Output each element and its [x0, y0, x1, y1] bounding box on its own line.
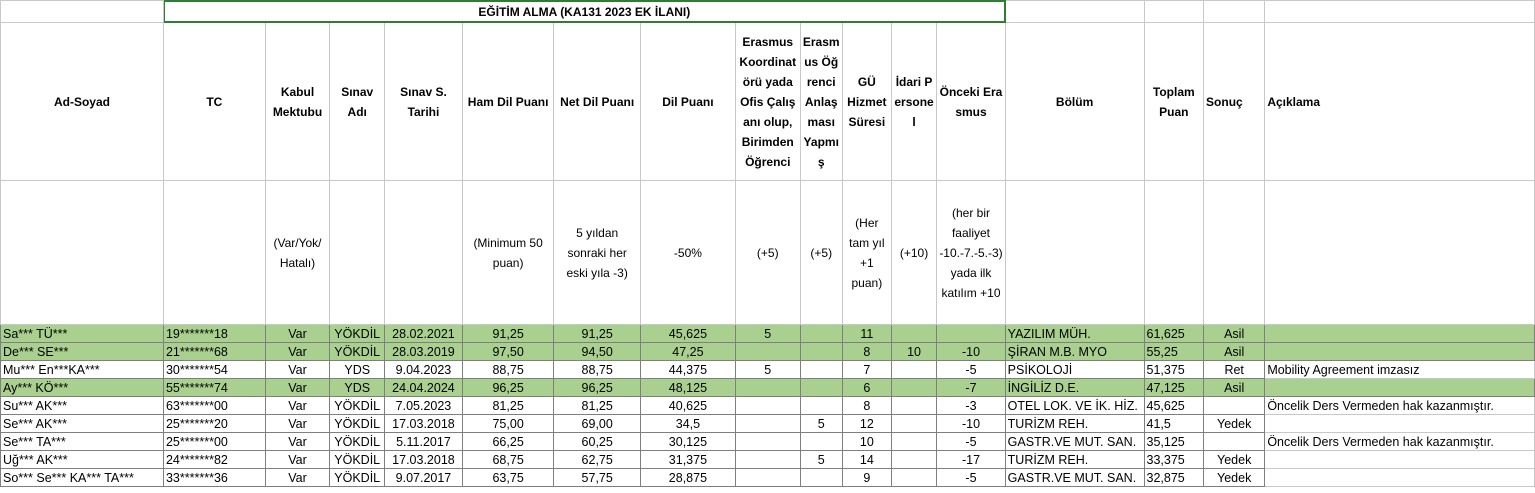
cell-tarih[interactable]: 28.03.2019 [385, 343, 463, 361]
cell-idari[interactable] [891, 433, 937, 451]
cell-anlasma[interactable] [800, 343, 842, 361]
cell-dil[interactable]: 28,875 [640, 469, 735, 487]
header-sinav-tarihi[interactable]: Sınav S. Tarihi [385, 23, 463, 181]
cell-ham[interactable]: 96,25 [462, 379, 554, 397]
cell-aciklama[interactable] [1265, 451, 1535, 469]
cell-aciklama[interactable] [1265, 379, 1535, 397]
cell-kabul[interactable]: Var [265, 343, 330, 361]
cell-name[interactable]: So*** Se*** KA*** TA*** [1, 469, 164, 487]
cell-bolum[interactable]: TURİZM REH. [1005, 415, 1144, 433]
cell-net[interactable]: 88,75 [554, 361, 640, 379]
cell-anlasma[interactable]: 5 [800, 415, 842, 433]
cell-sonuc[interactable]: Yedek [1204, 469, 1265, 487]
cell-tarih[interactable]: 7.05.2023 [385, 397, 463, 415]
table-row[interactable] [1, 379, 1535, 397]
header-toplam[interactable]: Toplam Puan [1144, 23, 1204, 181]
cell-idari[interactable] [891, 451, 937, 469]
cell-bolum[interactable]: YAZILIM MÜH. [1005, 325, 1144, 343]
cell-bolum[interactable]: İNGİLİZ D.E. [1005, 379, 1144, 397]
header-anlasma[interactable]: Erasmus Öğrenci Anlaşması Yapmış [800, 23, 842, 181]
cell-toplam[interactable]: 45,625 [1144, 397, 1204, 415]
cell-anlasma[interactable] [800, 433, 842, 451]
cell-idari[interactable]: 10 [891, 343, 937, 361]
cell-toplam[interactable]: 33,375 [1144, 451, 1204, 469]
cell-ham[interactable]: 63,75 [462, 469, 554, 487]
cell-aciklama[interactable]: Mobility Agreement imzasız [1265, 361, 1535, 379]
cell-aciklama[interactable]: Öncelik Ders Vermeden hak kazanmıştır. [1265, 433, 1535, 451]
cell-ham[interactable]: 68,75 [462, 451, 554, 469]
cell-ham[interactable]: 66,25 [462, 433, 554, 451]
cell-name[interactable]: De*** SE*** [1, 343, 164, 361]
cell-idari[interactable] [891, 397, 937, 415]
cell-tc[interactable]: 25*******00 [163, 433, 265, 451]
cell-net[interactable]: 94,50 [554, 343, 640, 361]
table-row[interactable] [1, 433, 1535, 451]
cell-anlasma[interactable] [800, 397, 842, 415]
cell-hizmet[interactable]: 11 [842, 325, 891, 343]
cell-ham[interactable]: 81,25 [462, 397, 554, 415]
cell-ham[interactable]: 97,50 [462, 343, 554, 361]
cell-hizmet[interactable]: 9 [842, 469, 891, 487]
cell-dil[interactable]: 40,625 [640, 397, 735, 415]
header-tc[interactable]: TC [163, 23, 265, 181]
cell-aciklama[interactable]: Öncelik Ders Vermeden hak kazanmıştır. [1265, 397, 1535, 415]
cell-kabul[interactable]: Var [265, 379, 330, 397]
cell-toplam[interactable]: 55,25 [1144, 343, 1204, 361]
header-gu-hizmet[interactable]: GÜ Hizmet Süresi [842, 23, 891, 181]
cell-name[interactable]: Sa*** TÜ*** [1, 325, 164, 343]
cell-tc[interactable]: 24*******82 [163, 451, 265, 469]
table-row[interactable] [1, 325, 1535, 343]
cell-aciklama[interactable] [1265, 343, 1535, 361]
cell-aciklama[interactable] [1265, 469, 1535, 487]
cell-tarih[interactable]: 24.04.2024 [385, 379, 463, 397]
cell-dil[interactable]: 34,5 [640, 415, 735, 433]
cell-name[interactable]: Se*** AK*** [1, 415, 164, 433]
cell-onceki[interactable]: -5 [937, 469, 1005, 487]
cell-tc[interactable]: 19*******18 [163, 325, 265, 343]
header-kabul[interactable]: Kabul Mektubu [265, 23, 330, 181]
cell-aciklama[interactable] [1265, 415, 1535, 433]
cell-toplam[interactable]: 51,375 [1144, 361, 1204, 379]
cell-sinav[interactable]: YÖKDİL [330, 415, 385, 433]
cell-sinav[interactable]: YDS [330, 379, 385, 397]
cell-net[interactable]: 57,75 [554, 469, 640, 487]
cell-sinav[interactable]: YÖKDİL [330, 433, 385, 451]
cell-koordinator[interactable] [735, 433, 800, 451]
cell-sinav[interactable]: YÖKDİL [330, 397, 385, 415]
cell-kabul[interactable]: Var [265, 361, 330, 379]
cell-net[interactable]: 96,25 [554, 379, 640, 397]
cell-anlasma[interactable] [800, 325, 842, 343]
sub-gu-hizmet[interactable]: (Her tam yıl +1 puan) [842, 181, 891, 325]
cell-toplam[interactable]: 47,125 [1144, 379, 1204, 397]
data-rows [1, 325, 1535, 487]
cell-toplam[interactable]: 35,125 [1144, 433, 1204, 451]
cell-kabul[interactable]: Var [265, 451, 330, 469]
cell-kabul[interactable]: Var [265, 433, 330, 451]
cell-sinav[interactable]: YÖKDİL [330, 325, 385, 343]
header-ad-soyad[interactable]: Ad-Soyad [1, 23, 164, 181]
cell-dil[interactable]: 31,375 [640, 451, 735, 469]
sub-net-dil[interactable]: 5 yıldan sonraki her eski yıla -3) [554, 181, 640, 325]
cell-hizmet[interactable]: 12 [842, 415, 891, 433]
cell-hizmet[interactable]: 10 [842, 433, 891, 451]
cell-onceki[interactable]: -17 [937, 451, 1005, 469]
cell-hizmet[interactable]: 7 [842, 361, 891, 379]
table-row[interactable] [1, 469, 1535, 487]
cell-anlasma[interactable] [800, 469, 842, 487]
sheet-title[interactable]: EĞİTİM ALMA (KA131 2023 EK İLANI) [163, 1, 1005, 23]
cell-name[interactable]: Ay*** KÖ*** [1, 379, 164, 397]
cell-idari[interactable] [891, 379, 937, 397]
cell-sonuc[interactable]: Asil [1204, 379, 1265, 397]
cell-ham[interactable]: 88,75 [462, 361, 554, 379]
cell-sinav[interactable]: YÖKDİL [330, 451, 385, 469]
sub-idari[interactable]: (+10) [891, 181, 937, 325]
cell-name[interactable]: Su*** AK*** [1, 397, 164, 415]
cell-hizmet[interactable]: 8 [842, 343, 891, 361]
cell-koordinator[interactable] [735, 451, 800, 469]
header-idari[interactable]: İdari Personel [891, 23, 937, 181]
cell-name[interactable]: Uğ*** AK*** [1, 451, 164, 469]
cell-sinav[interactable]: YÖKDİL [330, 469, 385, 487]
cell-sinav[interactable]: YÖKDİL [330, 343, 385, 361]
table-row[interactable] [1, 415, 1535, 433]
cell-onceki[interactable]: -7 [937, 379, 1005, 397]
cell-koordinator[interactable] [735, 343, 800, 361]
cell-toplam[interactable]: 32,875 [1144, 469, 1204, 487]
sub-anlasma[interactable]: (+5) [800, 181, 842, 325]
cell-hizmet[interactable]: 14 [842, 451, 891, 469]
cell-tc[interactable]: 21*******68 [163, 343, 265, 361]
cell-toplam[interactable]: 41,5 [1144, 415, 1204, 433]
cell-onceki[interactable]: -5 [937, 361, 1005, 379]
cell-net[interactable]: 91,25 [554, 325, 640, 343]
header-net-dil[interactable]: Net Dil Puanı [554, 23, 640, 181]
cell-idari[interactable] [891, 361, 937, 379]
cell-toplam[interactable]: 61,625 [1144, 325, 1204, 343]
table-row[interactable] [1, 361, 1535, 379]
cell-tarih[interactable]: 17.03.2018 [385, 415, 463, 433]
table-row[interactable] [1, 397, 1535, 415]
cell-bolum[interactable]: TURİZM REH. [1005, 451, 1144, 469]
table-row[interactable] [1, 451, 1535, 469]
cell-kabul[interactable]: Var [265, 415, 330, 433]
sub-koordinator[interactable]: (+5) [735, 181, 800, 325]
corner-cell[interactable] [1, 1, 164, 23]
cell-koordinator[interactable] [735, 379, 800, 397]
cell-sonuc[interactable]: Asil [1204, 343, 1265, 361]
cell-onceki[interactable]: -10 [937, 415, 1005, 433]
cell-hizmet[interactable]: 6 [842, 379, 891, 397]
cell-koordinator[interactable]: 5 [735, 325, 800, 343]
cell-tc[interactable]: 63*******00 [163, 397, 265, 415]
cell-onceki[interactable]: -3 [937, 397, 1005, 415]
cell-dil[interactable]: 47,25 [640, 343, 735, 361]
cell-bolum[interactable]: GASTR.VE MUT. SAN. [1005, 469, 1144, 487]
cell-sonuc[interactable]: Yedek [1204, 415, 1265, 433]
cell-bolum[interactable]: PSİKOLOJİ [1005, 361, 1144, 379]
cell-kabul[interactable]: Var [265, 325, 330, 343]
cell-anlasma[interactable]: 5 [800, 451, 842, 469]
cell-koordinator[interactable] [735, 397, 800, 415]
cell-hizmet[interactable]: 8 [842, 397, 891, 415]
cell-sinav[interactable]: YDS [330, 361, 385, 379]
cell-ham[interactable]: 91,25 [462, 325, 554, 343]
header-sonuc[interactable]: Sonuç [1204, 23, 1265, 181]
cell-koordinator[interactable]: 5 [735, 361, 800, 379]
cell-net[interactable]: 60,25 [554, 433, 640, 451]
cell-idari[interactable] [891, 415, 937, 433]
sub-ham-dil[interactable]: (Minimum 50 puan) [462, 181, 554, 325]
cell-sonuc[interactable] [1204, 397, 1265, 415]
header-bolum[interactable]: Bölüm [1005, 23, 1144, 181]
cell-koordinator[interactable] [735, 415, 800, 433]
cell-sonuc[interactable]: Yedek [1204, 451, 1265, 469]
cell-dil[interactable]: 30,125 [640, 433, 735, 451]
cell-tarih[interactable]: 5.11.2017 [385, 433, 463, 451]
cell-kabul[interactable]: Var [265, 397, 330, 415]
cell-sonuc[interactable]: Ret [1204, 361, 1265, 379]
cell-net[interactable]: 62,75 [554, 451, 640, 469]
header-sinav-adi[interactable]: Sınav Adı [330, 23, 385, 181]
cell-ham[interactable]: 75,00 [462, 415, 554, 433]
cell-bolum[interactable]: OTEL LOK. VE İK. HİZ. [1005, 397, 1144, 415]
sub-dil-puani[interactable]: -50% [640, 181, 735, 325]
cell-tc[interactable]: 25*******20 [163, 415, 265, 433]
cell-bolum[interactable]: GASTR.VE MUT. SAN. [1005, 433, 1144, 451]
cell-name[interactable]: Se*** TA*** [1, 433, 164, 451]
cell-kabul[interactable]: Var [265, 469, 330, 487]
cell-onceki[interactable]: -5 [937, 433, 1005, 451]
cell-net[interactable]: 81,25 [554, 397, 640, 415]
cell-sonuc[interactable]: Asil [1204, 325, 1265, 343]
cell-anlasma[interactable] [800, 361, 842, 379]
sub-kabul[interactable]: (Var/Yok/ Hatalı) [265, 181, 330, 325]
header-dil-puani[interactable]: Dil Puanı [640, 23, 735, 181]
cell-dil[interactable]: 44,375 [640, 361, 735, 379]
cell-aciklama[interactable] [1265, 325, 1535, 343]
cell-net[interactable]: 69,00 [554, 415, 640, 433]
cell-anlasma[interactable] [800, 379, 842, 397]
cell-idari[interactable] [891, 325, 937, 343]
table-row[interactable] [1, 343, 1535, 361]
sub-onceki[interactable]: (her bir faaliyet -10.-7.-5.-3) yada ilk katılım +10 [937, 181, 1005, 325]
cell-koordinator[interactable] [735, 469, 800, 487]
cell-bolum[interactable]: ŞİRAN M.B. MYO [1005, 343, 1144, 361]
cell-tarih[interactable]: 9.07.2017 [385, 469, 463, 487]
cell-tc[interactable]: 55*******74 [163, 379, 265, 397]
header-ham-dil[interactable]: Ham Dil Puanı [462, 23, 554, 181]
cell-onceki[interactable]: -10 [937, 343, 1005, 361]
cell-tc[interactable]: 30*******54 [163, 361, 265, 379]
cell-dil[interactable]: 45,625 [640, 325, 735, 343]
cell-sonuc[interactable] [1204, 433, 1265, 451]
cell-name[interactable]: Mu*** En***KA*** [1, 361, 164, 379]
header-onceki[interactable]: Önceki Erasmus [937, 23, 1005, 181]
cell-tarih[interactable]: 17.03.2018 [385, 451, 463, 469]
cell-onceki[interactable] [937, 325, 1005, 343]
cell-tc[interactable]: 33*******36 [163, 469, 265, 487]
cell-idari[interactable] [891, 469, 937, 487]
header-koordinator[interactable]: Erasmus Koordinatörü yada Ofis Çalışanı olup, Birimden Öğrenci [735, 23, 800, 181]
cell-tarih[interactable]: 9.04.2023 [385, 361, 463, 379]
cell-dil[interactable]: 48,125 [640, 379, 735, 397]
cell-tarih[interactable]: 28.02.2021 [385, 325, 463, 343]
header-aciklama[interactable]: Açıklama [1265, 23, 1535, 181]
